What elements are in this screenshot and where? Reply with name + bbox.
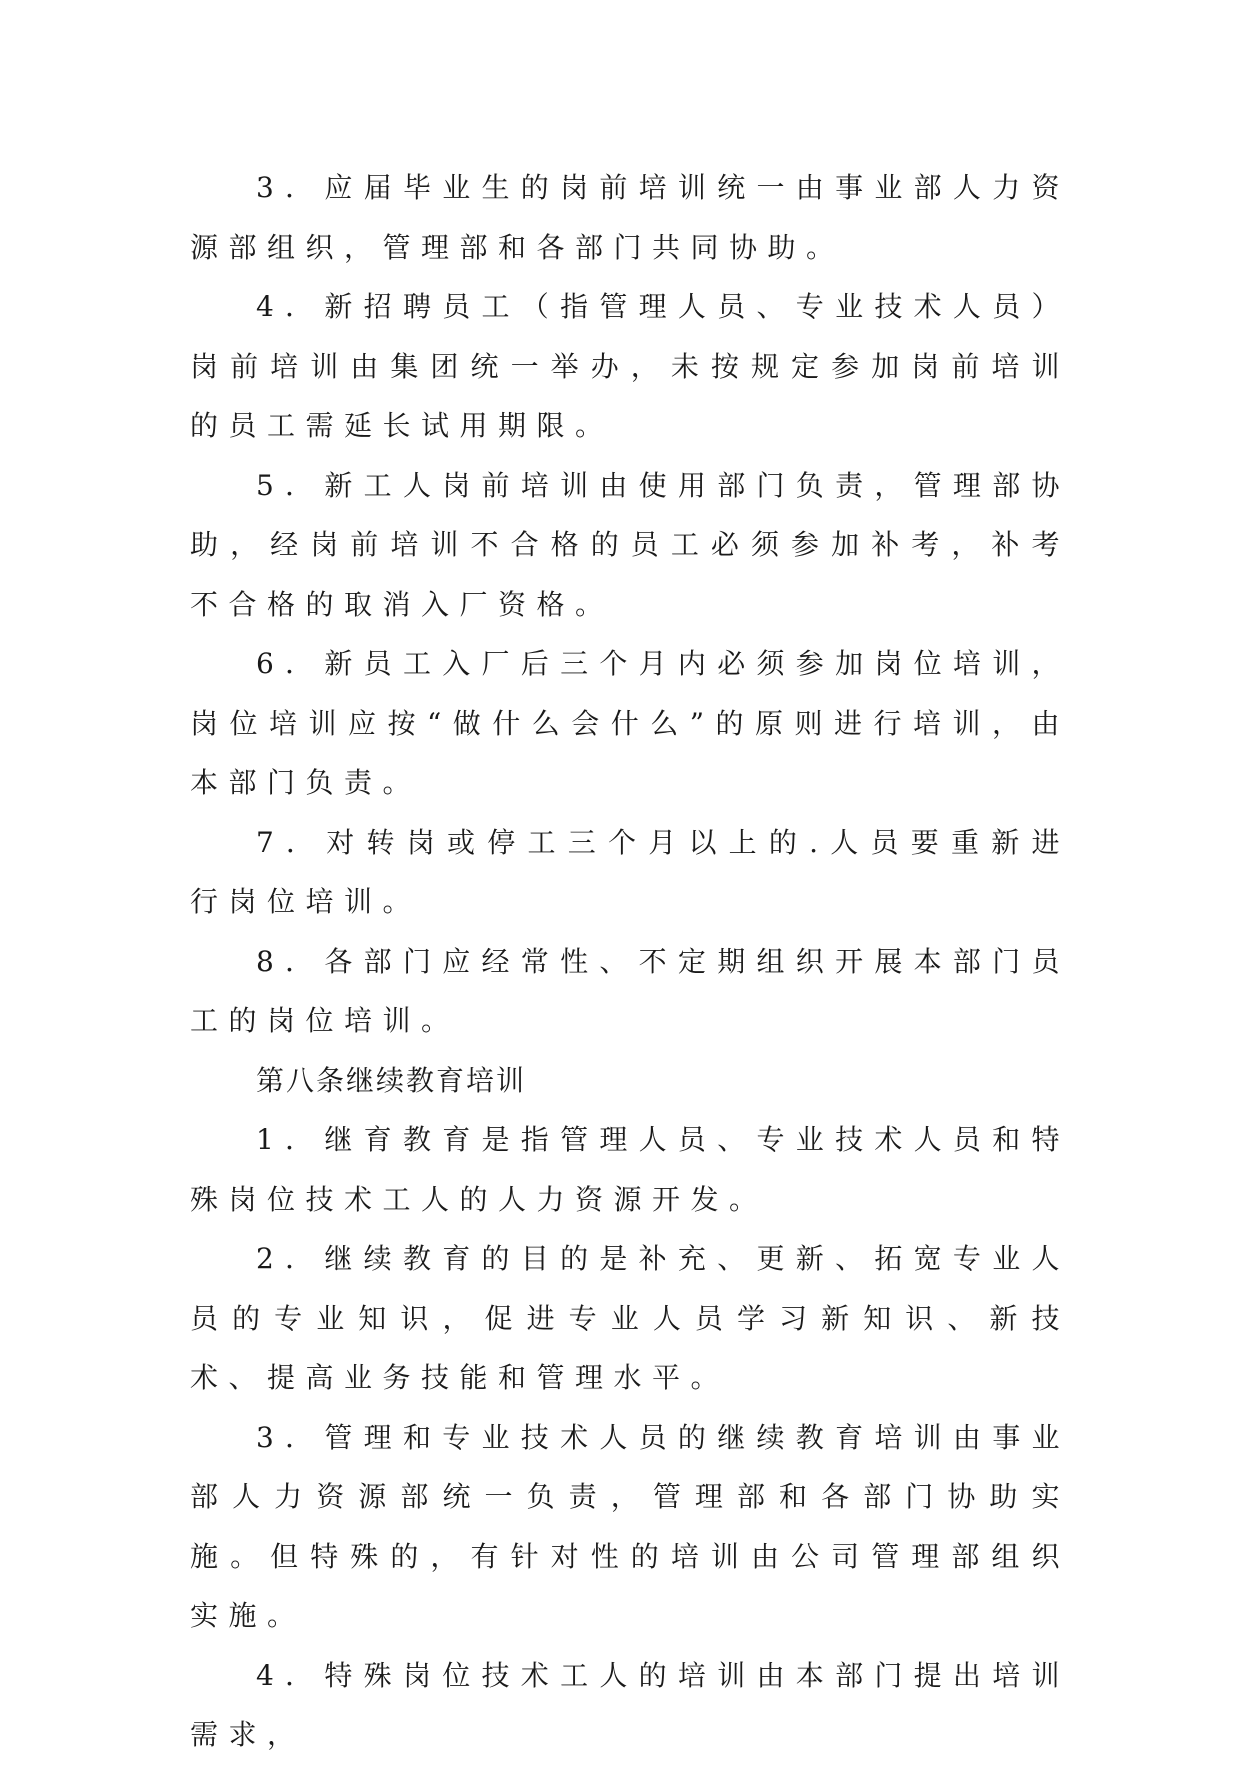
paragraph-item-3-responsibility: 3．管理和专业技术人员的继续教育培训由事业部人力资源部统一负责，管理部和各部门协助实施。但特殊的，有针对性的培训由公司管理部组织实施。 xyxy=(190,1420,1070,1632)
paragraph-item-2-purpose: 2．继续教育的目的是补充、更新、拓宽专业人员的专业知识，促进专业人员学习新知识、新技术、提高业务技能和管理水平。 xyxy=(190,1242,1070,1394)
paragraph-item-8-departments: 8．各部门应经常性、不定期组织开展本部门员工的岗位培训。 xyxy=(190,944,1070,1037)
section-heading-article-8: 第八条继续教育培训 xyxy=(256,1063,527,1097)
paragraph-item-1-continuing-education: 1．继育教育是指管理人员、专业技术人员和特殊岗位技术工人的人力资源开发。 xyxy=(190,1123,1070,1216)
paragraph-item-4-special-workers: 4．特殊岗位技术工人的培训由本部门提出培训需求， xyxy=(190,1658,1070,1751)
paragraph-item-7-transfer: 7．对转岗或停工三个月以上的.人员要重新进行岗位培训。 xyxy=(190,825,1070,918)
paragraph-item-5-new-workers: 5．新工人岗前培训由使用部门负责，管理部协助，经岗前培训不合格的员工必须参加补考，补考不合格的取消入厂资格。 xyxy=(190,468,1070,621)
document-body xyxy=(190,158,1070,1765)
paragraph-item-6-job-training: 6．新员工入厂后三个月内必须参加岗位培训，岗位培训应按“做什么会什么”的原则进行培训，由本部门负责。 xyxy=(190,647,1070,799)
paragraph-item-3-graduates: 3．应届毕业生的岗前培训统一由事业部人力资源部组织，管理部和各部门共同协助。 xyxy=(190,171,1070,264)
paragraph-item-4-new-hires: 4．新招聘员工（指管理人员、专业技术人员）岗前培训由集团统一举办，未按规定参加岗前培训的员工需延长试用期限。 xyxy=(190,290,1070,442)
